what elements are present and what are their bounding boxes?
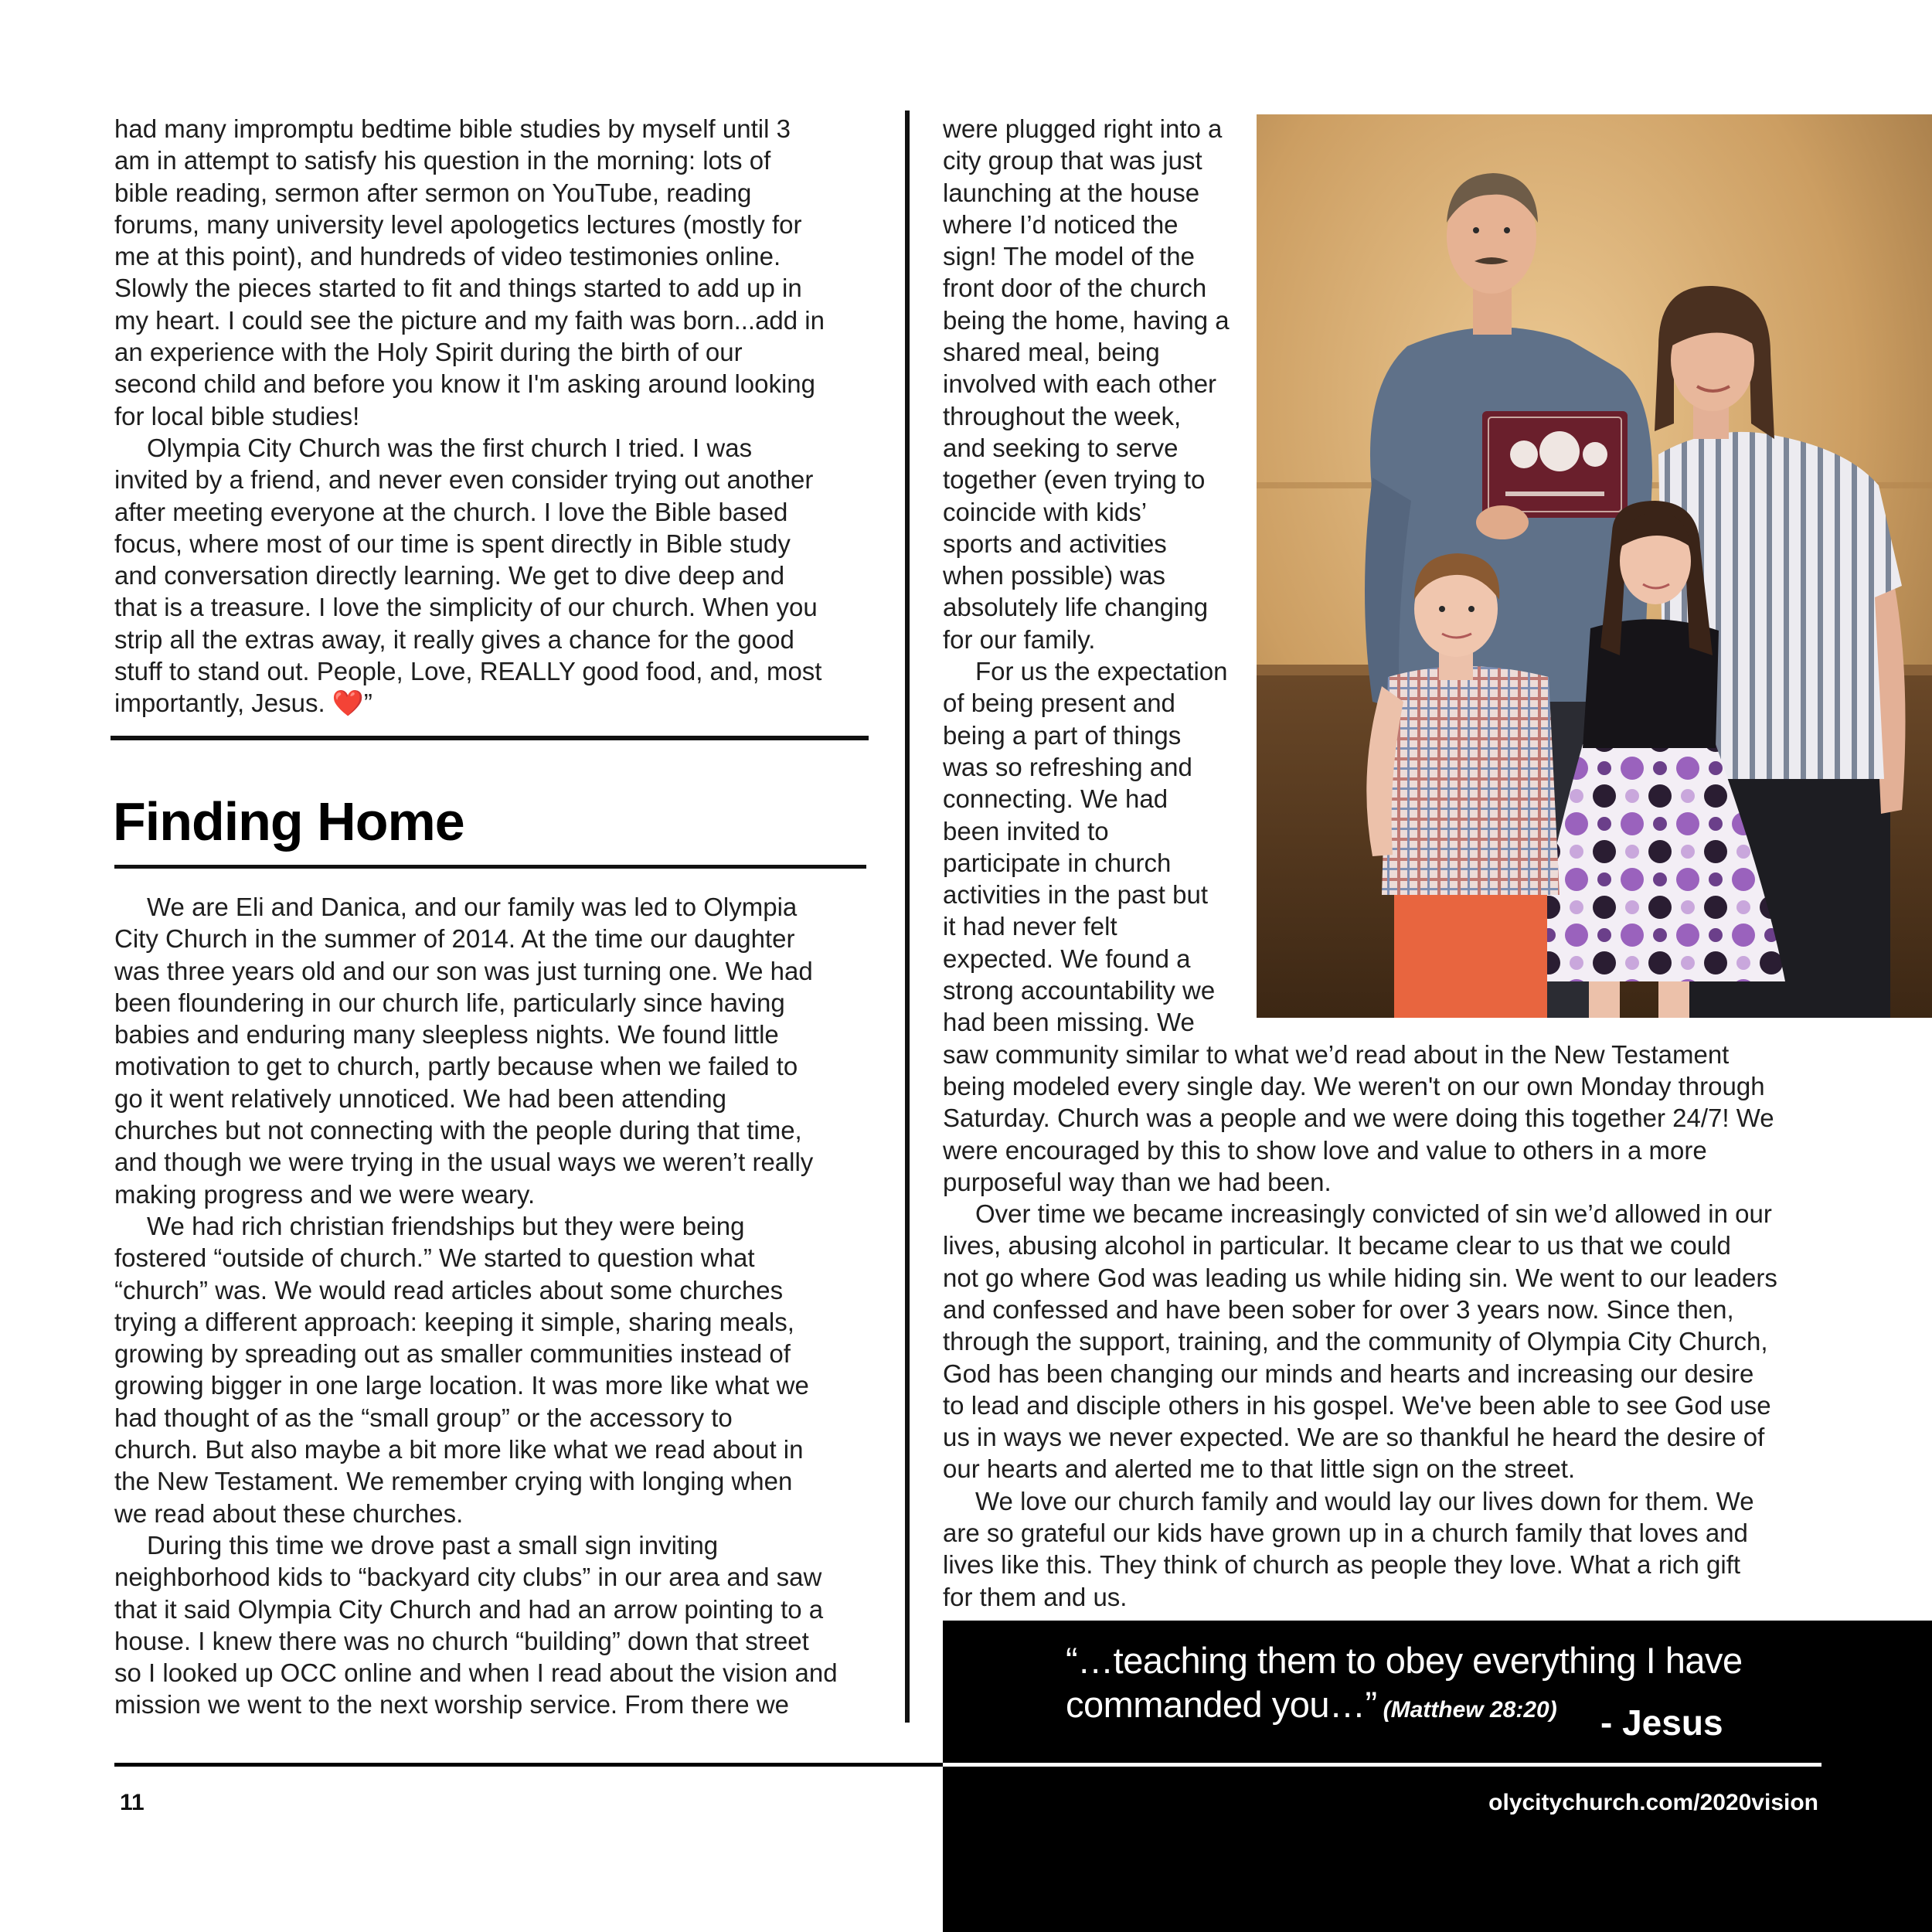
text-line: city group that was just bbox=[943, 146, 1202, 175]
text-line: participate in church bbox=[943, 848, 1172, 877]
text-line: me at this point), and hundreds of video testimonies online. bbox=[114, 242, 781, 271]
story-left-column bbox=[114, 891, 838, 1721]
text-line: Over time we became increasingly convicted of sin we’d allowed in our bbox=[975, 1199, 1772, 1229]
text-line: trying a different approach: keeping it simple, sharing meals, bbox=[114, 1307, 794, 1336]
text-line: forums, many university level apologetics lectures (mostly for bbox=[114, 209, 802, 239]
text-line: and conversation directly learning. We get to dive deep and bbox=[114, 561, 785, 590]
text-line: an experience with the Holy Spirit during the birth of our bbox=[114, 338, 743, 367]
text-line: had been missing. We bbox=[943, 1008, 1195, 1037]
text-line: shared meal, being bbox=[943, 338, 1160, 367]
text-line: house. I knew there was no church “building” down that street bbox=[114, 1626, 809, 1655]
text-line: and seeking to serve bbox=[943, 433, 1179, 462]
text-line: lives like this. They think of church as people they love. What a rich gift bbox=[943, 1550, 1741, 1580]
text-line: expected. We found a bbox=[943, 944, 1191, 973]
text-line: not go where God was leading us while hiding sin. We went to our leaders bbox=[943, 1263, 1777, 1292]
text-line: strip all the extras away, it really gives a chance for the good bbox=[114, 624, 794, 654]
text-line: For us the expectation bbox=[975, 657, 1228, 686]
text-line: being the home, having a bbox=[943, 305, 1230, 335]
page-number: 11 bbox=[120, 1790, 145, 1815]
text-line: sign! The model of the bbox=[943, 242, 1195, 271]
footer-url[interactable]: olycitychurch.com/2020vision bbox=[1488, 1790, 1818, 1815]
text-line: of being present and bbox=[943, 689, 1175, 718]
text-line: that is a treasure. I love the simplicity of our church. When you bbox=[114, 593, 818, 622]
heading-underline bbox=[114, 865, 866, 869]
text-line: had many impromptu bedtime bible studies by myself until 3 bbox=[114, 114, 791, 143]
text-line: where I’d noticed the bbox=[943, 209, 1179, 239]
text-line: us in ways we never expected. We are so thankful he heard the desire of bbox=[943, 1423, 1765, 1452]
text-line: for local bible studies! bbox=[114, 401, 360, 430]
text-line: Saturday. Church was a people and we were doing this together 24/7! We bbox=[943, 1104, 1774, 1133]
text-line: so I looked up OCC online and when I read about the vision and bbox=[114, 1658, 838, 1688]
text-line: “church” was. We would read articles about some churches bbox=[114, 1275, 784, 1304]
text-line: together (even trying to bbox=[943, 465, 1206, 495]
section-divider bbox=[111, 736, 869, 740]
text-line: coincide with kids’ bbox=[943, 497, 1148, 526]
text-line: am in attempt to satisfy his question in the morning: lots of bbox=[114, 146, 771, 175]
text-line: it had never felt bbox=[943, 912, 1117, 941]
text-line: were plugged right into a bbox=[943, 114, 1223, 143]
text-line: motivation to get to church, partly because when we failed to bbox=[114, 1052, 798, 1081]
text-line: involved with each other bbox=[943, 369, 1217, 399]
text-line: being a part of things bbox=[943, 720, 1182, 750]
text-line: mission we went to the next worship service. From there we bbox=[114, 1690, 790, 1719]
heart-icon: ❤️ bbox=[332, 688, 364, 719]
text-line: growing by spreading out as smaller communities instead of bbox=[114, 1339, 791, 1369]
quote-attribution: - Jesus bbox=[1600, 1702, 1723, 1743]
text-line: We love our church family and would lay our lives down for them. We bbox=[975, 1486, 1754, 1515]
scripture-quote-box bbox=[943, 1621, 1932, 1932]
quote-citation: (Matthew 28:20) bbox=[1383, 1697, 1557, 1723]
text-line: activities in the past but bbox=[943, 880, 1209, 910]
text-line: fostered “outside of church.” We started to question what bbox=[114, 1243, 755, 1273]
paragraph bbox=[943, 1198, 1777, 1485]
text-line: importantly, Jesus. ❤️” bbox=[114, 688, 372, 719]
text-line: and confessed and have been sober for over 3 years now. Since then, bbox=[943, 1294, 1734, 1324]
footer-rule bbox=[114, 1763, 943, 1767]
text-line: the New Testament. We remember crying with longing when bbox=[114, 1467, 793, 1496]
text-line: our hearts and alerted me to that little sign on the street. bbox=[943, 1454, 1576, 1484]
text-line: focus, where most of our time is spent directly in Bible study bbox=[114, 529, 791, 558]
paragraph bbox=[114, 1210, 838, 1529]
text-line: God has been changing our minds and hearts and increasing our desire bbox=[943, 1359, 1754, 1388]
text-line: We are Eli and Danica, and our family was led to Olympia bbox=[147, 893, 798, 921]
text-line: for them and us. bbox=[943, 1582, 1128, 1611]
text-line: second child and before you know it I'm asking around looking bbox=[114, 369, 816, 399]
text-line: through the support, training, and the community of Olympia City Church, bbox=[943, 1327, 1768, 1356]
text-line: launching at the house bbox=[943, 178, 1200, 207]
text-line: my heart. I could see the picture and my faith was born...add in bbox=[114, 305, 825, 335]
text-line: absolutely life changing bbox=[943, 593, 1209, 622]
text-line: go it went relatively unnoticed. We had been attending bbox=[114, 1083, 726, 1113]
text-line: churches but not connecting with the people during that time, bbox=[114, 1116, 802, 1145]
text-line: Olympia City Church was the first church I tried. I was bbox=[147, 433, 753, 462]
text-line: stuff to stand out. People, Love, REALLY good food, and, most bbox=[114, 657, 822, 686]
text-line: Slowly the pieces started to fit and things started to add up in bbox=[114, 274, 802, 303]
text-line: strong accountability we bbox=[943, 976, 1216, 1005]
paragraph bbox=[943, 1485, 1777, 1613]
text-line: saw community similar to what we’d read about in the New Testament bbox=[943, 1039, 1730, 1069]
text-line: front door of the church bbox=[943, 274, 1207, 303]
paragraph bbox=[114, 1529, 838, 1721]
text-line: being modeled every single day. We weren't on our own Monday through bbox=[943, 1071, 1765, 1100]
text-line: been floundering in our church life, particularly since having bbox=[114, 988, 785, 1017]
paragraph bbox=[114, 891, 838, 1210]
text-line: we read about these churches. bbox=[114, 1498, 464, 1528]
paragraph bbox=[114, 113, 825, 432]
text-line: growing bigger in one large location. It was more like what we bbox=[114, 1371, 809, 1400]
text-line: are so grateful our kids have grown up in a church family that loves and bbox=[943, 1519, 1748, 1548]
text-line: City Church in the summer of 2014. At the time our daughter bbox=[114, 924, 795, 954]
text-line: when possible) was bbox=[943, 561, 1165, 590]
text-line: after meeting everyone at the church. I love the Bible based bbox=[114, 497, 788, 526]
text-line: sports and activities bbox=[943, 529, 1167, 558]
text-line: bible reading, sermon after sermon on YouTube, reading bbox=[114, 178, 752, 207]
text-line: We had rich christian friendships but they were being bbox=[147, 1211, 745, 1240]
text-line: church. But also maybe a bit more like what we read about in bbox=[114, 1435, 804, 1464]
footer-rule bbox=[943, 1763, 1821, 1767]
intro-column bbox=[114, 113, 825, 719]
text-line: to lead and disciple others in his gospel. We've been able to see God use bbox=[943, 1390, 1771, 1420]
text-line: were encouraged by this to show love and value to others in a more bbox=[943, 1135, 1707, 1165]
text-line: purposeful way than we had been. bbox=[943, 1167, 1332, 1196]
text-line: was three years old and our son was just turning one. We had bbox=[114, 956, 813, 985]
text-line: had thought of as the “small group” or the accessory to bbox=[114, 1403, 733, 1432]
text-line: was so refreshing and bbox=[943, 752, 1192, 781]
text-line: neighborhood kids to “backyard city clubs” in our area and saw bbox=[114, 1563, 822, 1592]
plaque bbox=[1482, 411, 1628, 518]
family-photo-illustration bbox=[1257, 114, 1932, 1018]
quote-line: “…teaching them to obey everything I have bbox=[1066, 1640, 1743, 1681]
text-line: that it said Olympia City Church and had an arrow pointing to a bbox=[114, 1594, 824, 1624]
text-line: making progress and we were weary. bbox=[114, 1179, 536, 1209]
text-line: and though we were trying in the usual ways we weren’t really bbox=[114, 1148, 814, 1177]
section-heading: Finding Home bbox=[113, 791, 464, 852]
text-line: lives, abusing alcohol in particular. It became clear to us that we could bbox=[943, 1231, 1731, 1260]
text-line: connecting. We had bbox=[943, 784, 1168, 814]
paragraph bbox=[114, 432, 825, 719]
text-line: throughout the week, bbox=[943, 401, 1182, 430]
quote-line: commanded you…” bbox=[1066, 1684, 1377, 1725]
family-photo bbox=[1257, 114, 1932, 1018]
text-line: babies and enduring many sleepless nights. We found little bbox=[114, 1020, 779, 1049]
text-line: for our family. bbox=[943, 624, 1096, 654]
column-divider bbox=[905, 111, 910, 1723]
text-line: During this time we drove past a small sign inviting bbox=[147, 1530, 719, 1560]
text-line: been invited to bbox=[943, 816, 1109, 845]
text-line: invited by a friend, and never even consider trying out another bbox=[114, 465, 814, 495]
